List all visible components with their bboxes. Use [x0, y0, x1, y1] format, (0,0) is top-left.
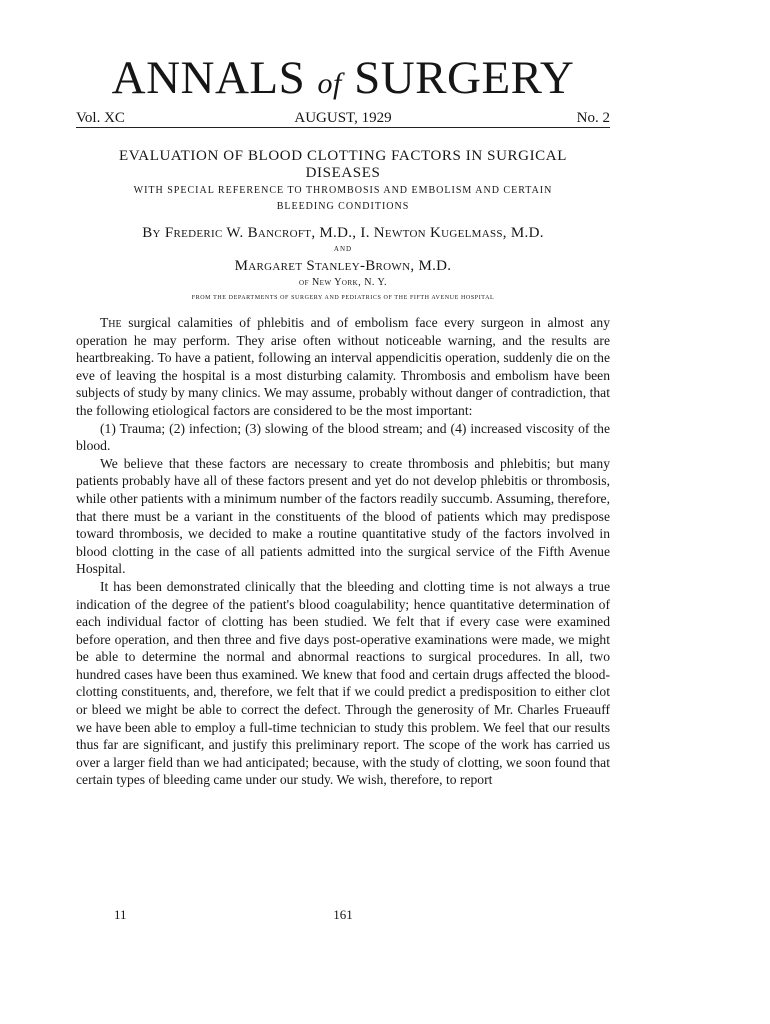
- masthead-of: of: [317, 67, 342, 100]
- paragraph-1-text: surgical calamities of phlebitis and of embolism face every surgeon in almost any operation he may perform. They arise often without noticeable warning, and the results are heartbreaking. To have a patient, following an interval appendicitis operation, suddenly die on the eve of leaving the hospital is a most disturbing calamity. Thrombosis and embolism have been subjects of study by many clinics. We may assume, probably without danger of contradiction, that the following etiological factors are considered to be the most important:: [76, 315, 610, 418]
- paragraph-1: [76, 314, 610, 420]
- paragraph-1-lead: The: [100, 315, 122, 330]
- author-location: of New York, N. Y.: [299, 277, 387, 288]
- paragraph-2: (1) Trauma; (2) infection; (3) slowing of the blood stream; and (4) increased viscosity of the blood.: [76, 420, 610, 454]
- page-number: 161: [333, 907, 353, 922]
- paragraph-4: It has been demonstrated clinically that the bleeding and clotting time is not always a true indication of the degree of the patient's blood coagulability; hence quantitative determination of each individual factor of clotting has been studied. We felt that if every case were examined before operation, and then three and five days post-operative examinations were made, we might be able to determine the normal and abnormal reactions to surgical procedures. In all, two hundred cases have been thus examined. We knew that food and certain drugs affected the blood-clotting constituents, and, therefore, we felt that if we could predict a predisposition to either clot or bleed we might be able to correct the defect. Through the generosity of Mr. Charles Frueauff we have been able to employ a full-time technician to study this problem. We feel that our results thus far are significant, and justify this preliminary report. The scope of the work has carried us over a larger field than we had anticipated; because, with the study of clotting, we soon found that certain types of bleeding came under our study. We wish, therefore, to report: [76, 578, 610, 788]
- volume-label: Vol. XC: [76, 110, 125, 126]
- issue-date: AUGUST, 1929: [294, 110, 392, 126]
- page-footer: [76, 907, 610, 923]
- journal-masthead: [76, 50, 610, 112]
- article-title-line-2: DISEASES: [305, 165, 381, 181]
- masthead-surgery: SURGERY: [341, 52, 575, 104]
- author-second: Margaret Stanley-Brown, M.D.: [234, 258, 452, 274]
- author-conjunction: AND: [333, 245, 353, 253]
- issue-number: No. 2: [576, 110, 610, 126]
- author-affiliation: FROM THE DEPARTMENTS OF SURGERY AND PEDIATRICS OF THE FIFTH AVENUE HOSPITAL: [191, 295, 495, 301]
- issue-line: [76, 109, 610, 128]
- paragraph-3: We believe that these factors are necessary to create thrombosis and phlebitis; but many patients probably have all of these factors present and yet do not develop phlebitis or thrombosis, while other patients with a minimum number of the factors readily succumb. Assuming, therefore, that there must be a variant in the constituents of the blood of patients which may predispose toward thrombosis, we decided to make a routine quantitative study of the factors involved in blood clotting in the case of all patients admitted into the surgical service of the Fifth Avenue Hospital.: [76, 455, 610, 577]
- masthead-annals: ANNALS: [111, 52, 318, 104]
- article-subtitle-line-1: WITH SPECIAL REFERENCE TO THROMBOSIS AND EMBOLISM AND CERTAIN: [133, 185, 553, 196]
- signature-mark: 11: [114, 907, 127, 922]
- article-title-line-1: EVALUATION OF BLOOD CLOTTING FACTORS IN SURGICAL: [119, 148, 567, 164]
- article-body: [76, 314, 610, 789]
- article-subtitle-line-2: BLEEDING CONDITIONS: [276, 201, 410, 212]
- author-byline: By Frederic W. Bancroft, M.D., I. Newton Kugelmass, M.D.: [142, 225, 544, 241]
